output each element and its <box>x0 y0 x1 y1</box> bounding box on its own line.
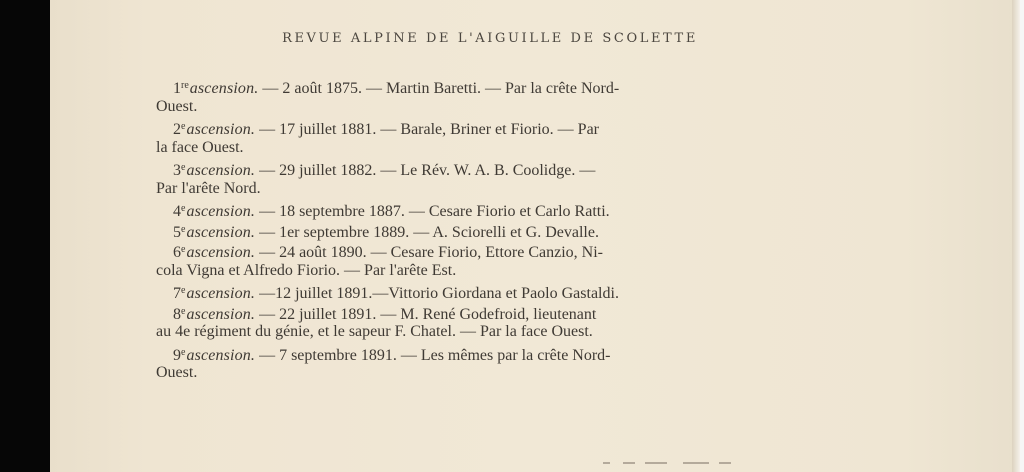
entry-label: ascension. <box>186 121 256 138</box>
ascension-entry-4 <box>156 199 804 220</box>
entry-first-line <box>156 240 804 261</box>
entry-continuation: Par l'arête Nord. <box>156 179 261 197</box>
entry-first-line <box>156 302 804 323</box>
entry-first-line <box>156 76 804 97</box>
ink-fragment <box>645 462 667 469</box>
entry-text: — 24 août 1890. — Cesare Fiorio, Ettore Canzio, Ni- <box>259 244 603 261</box>
ascension-entry-7 <box>156 281 804 302</box>
entry-label: ascension. <box>186 285 256 302</box>
entry-text: — 7 septembre 1891. — Les mêmes par la crête Nord- <box>259 346 611 364</box>
entry-ordinal-suffix: re <box>181 80 189 91</box>
entry-label: ascension. <box>186 203 256 220</box>
ink-fragment <box>623 462 635 469</box>
viewer-right-margin <box>1020 0 1024 472</box>
ascension-entry-9 <box>156 343 804 384</box>
entry-text: — 17 juillet 1881. — Barale, Briner et Fiorio. — Par <box>259 121 600 138</box>
entry-text: — 29 juillet 1882. — Le Rév. W. A. B. Coolidge. — <box>259 162 596 179</box>
entry-ordinal-suffix: e <box>181 121 186 132</box>
entry-first-line <box>156 199 804 220</box>
ascension-entry-3 <box>156 158 804 199</box>
entry-label: ascension. <box>186 244 256 261</box>
ascension-entry-6 <box>156 240 804 281</box>
entry-ordinal-suffix: e <box>181 244 186 255</box>
entry-ordinal-suffix: e <box>181 223 186 235</box>
entry-number: 2 <box>173 121 181 138</box>
entry-text: — 1er septembre 1889. — A. Sciorelli et G. Devalle. <box>259 223 599 241</box>
ink-fragment <box>603 462 610 469</box>
entry-number: 1 <box>173 80 181 97</box>
entry-label: ascension. <box>189 80 259 97</box>
entry-label: ascension. <box>186 305 256 323</box>
entry-number: 8 <box>173 305 181 323</box>
entry-number: 7 <box>173 285 181 302</box>
entry-number: 5 <box>173 223 181 241</box>
entry-first-line <box>156 158 804 179</box>
entry-ordinal-suffix: e <box>181 285 186 296</box>
entry-first-line <box>156 343 804 364</box>
running-head: REVUE ALPINE DE L'AIGUILLE DE SCOLETTE <box>282 31 698 46</box>
entry-continuation: Ouest. <box>156 97 198 115</box>
ascension-list <box>156 76 804 384</box>
ascension-entry-8 <box>156 302 804 343</box>
page-edge <box>1012 0 1020 472</box>
entry-number: 6 <box>173 244 181 261</box>
entry-continuation: Ouest. <box>156 364 198 381</box>
entry-continuation: cola Vigna et Alfredo Fiorio. — Par l'arête Est. <box>156 261 457 279</box>
ink-fragment <box>719 462 731 469</box>
ascension-entry-2 <box>156 117 804 158</box>
entry-first-line <box>156 220 804 241</box>
entry-ordinal-suffix: e <box>181 162 186 173</box>
entry-continuation: la face Ouest. <box>156 138 244 156</box>
entry-number: 3 <box>173 162 181 179</box>
entry-ordinal-suffix: e <box>181 305 186 317</box>
ascension-entry-1 <box>156 76 804 117</box>
entry-number: 4 <box>173 203 181 220</box>
entry-label: ascension. <box>186 223 256 241</box>
entry-number: 9 <box>173 346 181 364</box>
ascension-entry-5 <box>156 220 804 241</box>
entry-continuation: au 4e régiment du génie, et le sapeur F. Chatel. — Par la face Ouest. <box>156 323 593 340</box>
entry-first-line <box>156 281 804 302</box>
entry-text: — 2 août 1875. — Martin Baretti. — Par la crête Nord- <box>262 80 620 97</box>
entry-text: — 18 septembre 1887. — Cesare Fiorio et Carlo Ratti. <box>259 203 610 220</box>
next-line-ink-fragments <box>603 462 743 470</box>
entry-text: —12 juillet 1891.—Vittorio Giordana et Paolo Gastaldi. <box>259 285 619 302</box>
document-page[interactable] <box>50 0 1020 472</box>
entry-label: ascension. <box>186 346 256 364</box>
entry-ordinal-suffix: e <box>181 203 186 214</box>
entry-label: ascension. <box>186 162 256 179</box>
entry-text: — 22 juillet 1891. — M. René Godefroid, lieutenant <box>259 305 597 323</box>
entry-ordinal-suffix: e <box>181 346 186 358</box>
ink-fragment <box>683 462 709 469</box>
entry-first-line <box>156 117 804 138</box>
